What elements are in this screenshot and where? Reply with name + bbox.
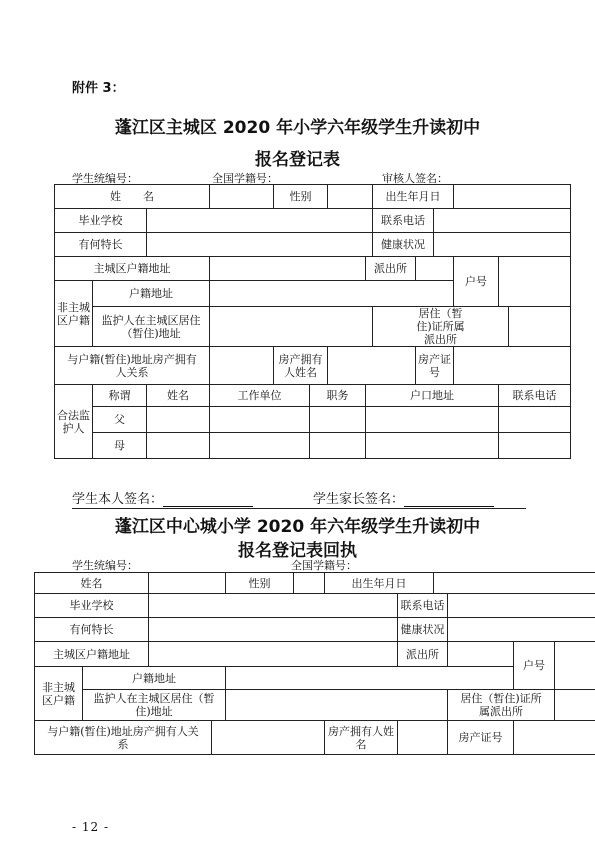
r-guardian-address-field[interactable]: [226, 690, 448, 721]
r-residence-police-label: 居住（暂住)证所属派出所: [448, 690, 555, 721]
form2-national-no-label: 全国学籍号：: [291, 559, 357, 572]
health-label: 健康状况: [373, 233, 434, 257]
form2-title-line1: 蓬江区中心城小学 2020 年六年级学生升读初中: [114, 517, 481, 537]
r-hukou-address-2-field[interactable]: [226, 667, 514, 690]
mother-address-field[interactable]: [366, 433, 499, 459]
hukou-address-field[interactable]: [210, 257, 366, 281]
r-specialty-field[interactable]: [149, 618, 398, 642]
r-property-owner-label: 房产拥有人姓名: [325, 721, 398, 755]
r-phone-label: 联系电话: [398, 594, 448, 618]
hukou-address-label: 主城区户籍地址: [55, 257, 210, 281]
form1-title-line2: 报名登记表: [255, 150, 340, 170]
r-name-field[interactable]: [149, 573, 226, 594]
r-health-field[interactable]: [448, 618, 595, 642]
household-no-label: 户号: [454, 257, 499, 307]
col-work-header: 工作单位: [210, 385, 310, 407]
form2-title-line2: 报名登记表回执: [238, 541, 357, 561]
student-signature-label: 学生本人签名：: [72, 492, 164, 507]
school-label: 毕业学校: [55, 209, 147, 233]
col-address-header: 户口地址: [366, 385, 499, 407]
form1-national-no-label: 全国学籍号：: [212, 172, 278, 185]
property-relation-label: 与户籍(暂住)地址房产拥有人关系: [55, 347, 210, 385]
cut-line: [72, 508, 526, 509]
guardian-address-label: 监护人在主城区居住（暂住)地址: [93, 307, 210, 347]
page-number: - 12 -: [72, 820, 110, 834]
student-signature-line[interactable]: [163, 493, 253, 507]
police-station-label: 派出所: [366, 257, 416, 281]
form1-reviewer-label: 审核人签名：: [382, 172, 448, 185]
r-health-label: 健康状况: [398, 618, 448, 642]
father-label: 父: [93, 407, 147, 433]
r-birthdate-field[interactable]: [434, 573, 595, 594]
mother-phone-field[interactable]: [499, 433, 571, 459]
mother-work-field[interactable]: [210, 433, 310, 459]
mother-label: 母: [93, 433, 147, 459]
form2-student-no-label: 学生统编号：: [72, 559, 138, 572]
school-field[interactable]: [147, 209, 373, 233]
r-property-relation-field[interactable]: [212, 721, 325, 755]
col-job-header: 职务: [310, 385, 366, 407]
parent-signature-label: 学生家长签名：: [313, 492, 405, 507]
police-station-field[interactable]: [416, 257, 454, 281]
gender-field[interactable]: [328, 185, 373, 209]
r-hukou-address-label: 主城区户籍地址: [35, 642, 149, 667]
r-property-cert-field[interactable]: [514, 721, 595, 755]
parent-signature: [313, 488, 494, 507]
registration-form: [54, 184, 571, 459]
r-specialty-label: 有何特长: [35, 618, 149, 642]
parent-signature-line[interactable]: [404, 493, 494, 507]
receipt-form: [34, 572, 595, 755]
r-household-no-field[interactable]: [555, 642, 595, 690]
attachment-label: 附件 3：: [72, 81, 125, 96]
mother-job-field[interactable]: [310, 433, 366, 459]
residence-police-field[interactable]: [509, 307, 571, 347]
specialty-field[interactable]: [147, 233, 373, 257]
r-hukou-address-field[interactable]: [149, 642, 398, 667]
mother-name-field[interactable]: [147, 433, 210, 459]
r-property-cert-label: 房产证号: [448, 721, 514, 755]
col-name-header: 姓名: [147, 385, 210, 407]
property-owner-label: 房产拥有人姓名: [274, 347, 328, 385]
r-school-label: 毕业学校: [35, 594, 149, 618]
non-main-district-label: 非主城区户籍: [55, 281, 93, 347]
father-name-field[interactable]: [147, 407, 210, 433]
r-gender-field[interactable]: [294, 573, 325, 594]
property-cert-label: 房产证号: [416, 347, 454, 385]
r-police-station-label: 派出所: [398, 642, 448, 667]
property-relation-field[interactable]: [210, 347, 274, 385]
property-cert-field[interactable]: [454, 347, 571, 385]
birthdate-label: 出生年月日: [373, 185, 454, 209]
r-non-main-district-label: 非主城区户籍: [35, 667, 83, 721]
guardian-address-field[interactable]: [210, 307, 373, 347]
father-address-field[interactable]: [366, 407, 499, 433]
residence-police-label: 居住（暂住)证所属派出所: [373, 307, 509, 347]
form1-title-line1: 蓬江区主城区 2020 年小学六年级学生升读初中: [114, 118, 481, 138]
r-gender-label: 性别: [226, 573, 294, 594]
hukou-address-2-field[interactable]: [210, 281, 454, 307]
name-field[interactable]: [210, 185, 274, 209]
r-hukou-address-2-label: 户籍地址: [83, 667, 226, 690]
gender-label: 性别: [274, 185, 328, 209]
form1-student-no-label: 学生统编号：: [72, 172, 138, 185]
col-phone-header: 联系电话: [499, 385, 571, 407]
r-residence-police-field[interactable]: [555, 690, 595, 721]
student-signature: [72, 488, 253, 507]
property-owner-field[interactable]: [328, 347, 416, 385]
r-birthdate-label: 出生年月日: [325, 573, 434, 594]
specialty-label: 有何特长: [55, 233, 147, 257]
phone-label: 联系电话: [373, 209, 434, 233]
hukou-address-2-label: 户籍地址: [93, 281, 210, 307]
health-field[interactable]: [434, 233, 571, 257]
household-no-field[interactable]: [499, 257, 571, 307]
legal-guardian-label: 合法监护人: [55, 385, 93, 459]
r-household-no-label: 户号: [514, 642, 555, 690]
name-label: 姓 名: [55, 185, 210, 209]
r-property-owner-field[interactable]: [398, 721, 448, 755]
father-phone-field[interactable]: [499, 407, 571, 433]
col-title-header: 称谓: [93, 385, 147, 407]
r-name-label: 姓名: [35, 573, 149, 594]
r-guardian-address-label: 监护人在主城区居住（暂住)地址: [83, 690, 226, 721]
father-work-field[interactable]: [210, 407, 310, 433]
phone-field[interactable]: [434, 209, 571, 233]
father-job-field[interactable]: [310, 407, 366, 433]
r-property-relation-label: 与户籍(暂住)地址房产拥有人关系: [35, 721, 212, 755]
r-phone-field[interactable]: [448, 594, 595, 618]
r-school-field[interactable]: [149, 594, 398, 618]
r-police-station-field[interactable]: [448, 642, 514, 667]
birthdate-field[interactable]: [454, 185, 571, 209]
